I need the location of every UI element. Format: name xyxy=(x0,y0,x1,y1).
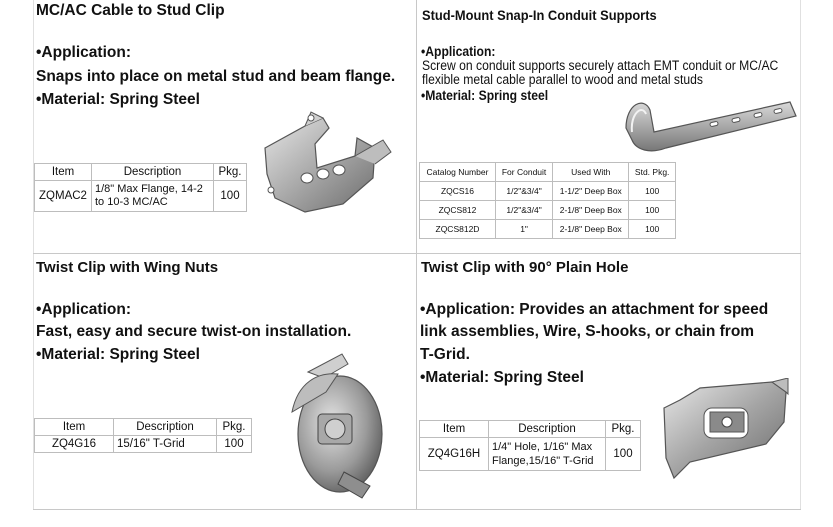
q4-application-line3: T-Grid. xyxy=(420,346,470,363)
q1-application-label: •Application: xyxy=(36,44,131,61)
q2-title: Stud-Mount Snap-In Conduit Supports xyxy=(422,7,657,23)
q2-cell: 100 xyxy=(629,220,676,239)
q2-cell: ZQCS812 xyxy=(420,201,496,220)
q2-col-used-with: Used With xyxy=(553,163,629,182)
q4-material: •Material: Spring Steel xyxy=(420,369,584,386)
table-row xyxy=(420,438,641,471)
q2-cell: ZQCS812D xyxy=(420,220,496,239)
q2-material: •Material: Spring steel xyxy=(421,88,549,103)
twist-clip-plain-hole-image xyxy=(660,378,790,482)
q1-cell-description: 1/8" Max Flange, 14-2 to 10-3 MC/AC xyxy=(92,181,214,212)
q1-title: MC/AC Cable to Stud Clip xyxy=(36,2,225,19)
q2-product-table xyxy=(419,162,676,239)
q4-col-description: Description xyxy=(489,421,606,438)
q2-cell: 2-1/8" Deep Box xyxy=(553,201,629,220)
table-row xyxy=(420,182,676,201)
cable-stud-clip-image xyxy=(245,108,395,216)
q3-col-item: Item xyxy=(35,419,114,436)
q4-product-table xyxy=(419,420,641,471)
q4-title: Twist Clip with 90° Plain Hole xyxy=(421,259,629,276)
q2-col-catalog: Catalog Number xyxy=(420,163,496,182)
q4-col-item: Item xyxy=(420,421,489,438)
q2-cell: 1" xyxy=(495,220,552,239)
q1-cell-item: ZQMAC2 xyxy=(35,181,92,212)
q2-cell: 1/2"&3/4" xyxy=(495,182,552,201)
table-row xyxy=(35,436,252,453)
q3-col-pkg: Pkg. xyxy=(217,419,252,436)
q3-product-table xyxy=(34,418,252,453)
q1-product-table xyxy=(34,163,247,212)
q4-cell-pkg: 100 xyxy=(606,438,641,471)
q3-cell-item: ZQ4G16 xyxy=(35,436,114,453)
q2-col-conduit: For Conduit xyxy=(495,163,552,182)
q2-col-pkg: Std. Pkg. xyxy=(629,163,676,182)
q1-application-text: Snaps into place on metal stud and beam flange. xyxy=(36,68,396,85)
q1-col-item: Item xyxy=(35,164,92,181)
conduit-support-image xyxy=(620,88,800,160)
q4-cell-description: 1/4" Hole, 1/16" Max Flange,15/16" T-Grid xyxy=(489,438,606,471)
q4-col-pkg: Pkg. xyxy=(606,421,641,438)
q4-cell-item: ZQ4G16H xyxy=(420,438,489,471)
q3-col-description: Description xyxy=(114,419,217,436)
q2-cell: 1-1/2" Deep Box xyxy=(553,182,629,201)
q1-col-description: Description xyxy=(92,164,214,181)
table-row xyxy=(420,220,676,239)
q2-application-line2: flexible metal cable parallel to wood and metal studs xyxy=(422,72,703,87)
table-row xyxy=(420,201,676,220)
table-row xyxy=(35,181,247,212)
q3-material: •Material: Spring Steel xyxy=(36,346,200,363)
q2-cell: ZQCS16 xyxy=(420,182,496,201)
q2-application-line1: Screw on conduit supports securely attach EMT conduit or MC/AC xyxy=(422,58,779,73)
q3-cell-description: 15/16" T-Grid xyxy=(114,436,217,453)
q4-application-line2: link assemblies, Wire, S-hooks, or chain from xyxy=(420,323,755,340)
q2-cell: 100 xyxy=(629,201,676,220)
q1-material: •Material: Spring Steel xyxy=(36,91,200,108)
q3-application-label: •Application: xyxy=(36,301,131,318)
q1-cell-pkg: 100 xyxy=(214,181,247,212)
q2-cell: 1/2"&3/4" xyxy=(495,201,552,220)
q3-cell-pkg: 100 xyxy=(217,436,252,453)
q3-application-text: Fast, easy and secure twist-on installation. xyxy=(36,323,352,340)
q2-cell: 100 xyxy=(629,182,676,201)
q2-application-label: •Application: xyxy=(421,44,496,59)
twist-clip-wing-nuts-image xyxy=(278,352,390,500)
q1-col-pkg: Pkg. xyxy=(214,164,247,181)
q2-cell: 2-1/8" Deep Box xyxy=(553,220,629,239)
q4-application-line1: •Application: Provides an attachment for speed xyxy=(420,301,769,318)
q3-title: Twist Clip with Wing Nuts xyxy=(36,259,219,276)
